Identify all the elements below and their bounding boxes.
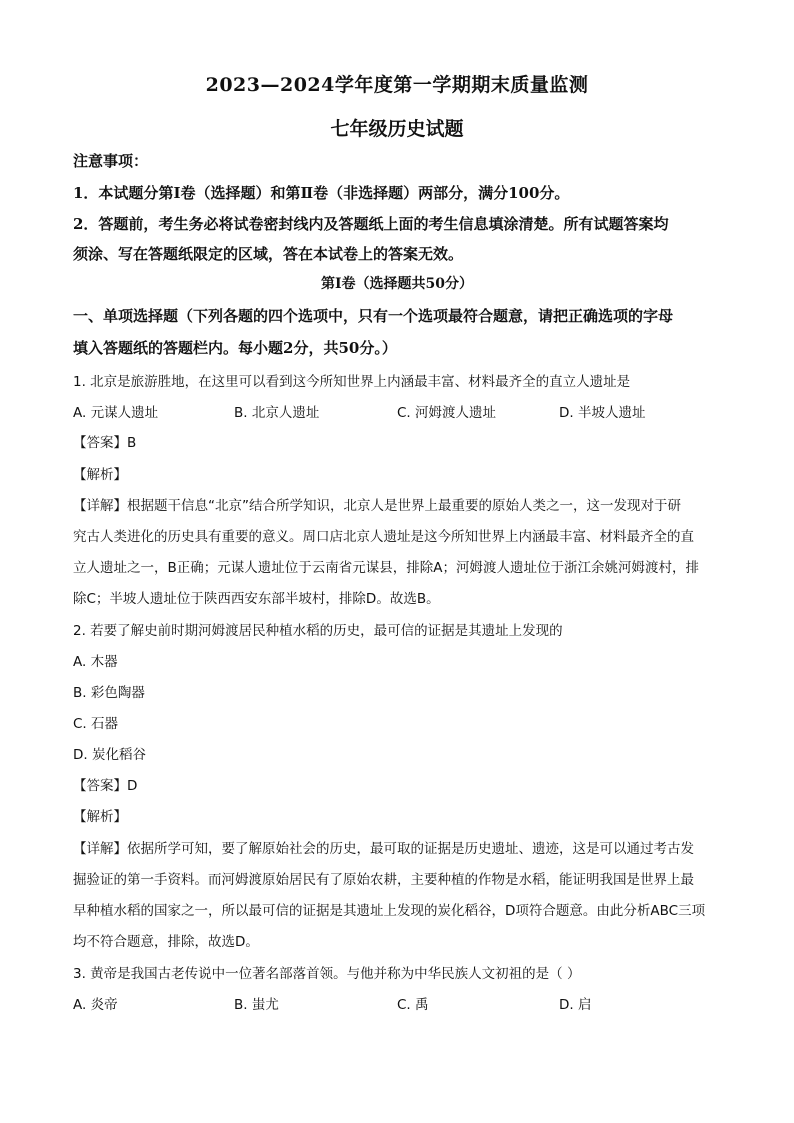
section-title: 第Ⅰ卷（选择题共50分） — [320, 276, 474, 292]
question-3-stem: 3. 黄帝是我国古老传说中一位著名部落首领。与他并称为中华民族人文初祖的是（ ） — [73, 966, 581, 982]
question-3-option-c: C. 禹 — [397, 997, 429, 1013]
notes-heading: 注意事项： — [73, 152, 149, 170]
notes-item-2-line-1: 2．答题前，考生务必将试卷密封线内及答题纸上面的考生信息填涂清楚。所有试题答案均 — [73, 215, 669, 233]
question-1-option-d: D. 半坡人遗址 — [559, 405, 646, 421]
question-2-option-c: C. 石器 — [73, 716, 119, 732]
notes-item-2-line-2: 须涂、写在答题纸限定的区域，答在本试卷上的答案无效。 — [73, 245, 464, 263]
question-1-option-c: C. 河姆渡人遗址 — [397, 405, 497, 421]
question-2-detail-line-2: 掘验证的第一手资料。而河姆渡原始居民有了原始农耕，主要种植的作物是水稻，能证明我国是世界上最 — [73, 872, 694, 888]
notes-item-1: 1．本试题分第Ⅰ卷（选择题）和第Ⅱ卷（非选择题）两部分，满分100分。 — [73, 184, 570, 202]
question-1-answer: 【答案】B — [73, 435, 137, 451]
question-3-option-b: B. 蚩尤 — [234, 997, 279, 1013]
question-1-option-b: B. 北京人遗址 — [234, 405, 320, 421]
question-2-answer: 【答案】D — [73, 778, 138, 794]
exam-title: 2023—2024学年度第一学期期末质量监测 — [205, 74, 589, 96]
question-3-option-d: D. 启 — [559, 997, 592, 1013]
question-2-detail-line-3: 早种植水稻的国家之一，所以最可信的证据是其遗址上发现的炭化稻谷，D项符合题意。由此分析ABC三项 — [73, 903, 706, 919]
question-2-analysis: 【解析】 — [73, 809, 127, 825]
question-1-detail-line-2: 究古人类进化的历史具有重要的意义。周口店北京人遗址是这今所知世界上内涵最丰富、材料最齐全的直 — [73, 529, 694, 545]
exam-subtitle: 七年级历史试题 — [330, 118, 464, 140]
question-2-option-a: A. 木器 — [73, 654, 118, 670]
question-1-detail-line-4: 除C；半坡人遗址位于陕西西安东部半坡村，排除D。故选B。 — [73, 591, 440, 607]
question-2-detail-line-4: 均不符合题意，排除，故选D。 — [73, 934, 259, 950]
question-1-detail-line-3: 立人遗址之一，B正确；元谋人遗址位于云南省元谋县，排除A；河姆渡人遗址位于浙江余姚河姆渡村，排 — [73, 560, 699, 576]
question-1-stem: 1. 北京是旅游胜地，在这里可以看到这今所知世界上内涵最丰富、材料最齐全的直立人遗址是 — [73, 374, 631, 390]
question-1-analysis: 【解析】 — [73, 467, 127, 483]
section-intro-line-1: 一、单项选择题（下列各题的四个选项中，只有一个选项最符合题意，请把正确选项的字母 — [73, 307, 674, 325]
question-1-detail-line-1: 【详解】根据题干信息“北京”结合所学知识，北京人是世界上最重要的原始人类之一，这一发现对于研 — [73, 498, 681, 514]
question-2-stem: 2. 若要了解史前时期河姆渡居民种植水稻的历史，最可信的证据是其遗址上发现的 — [73, 623, 563, 639]
question-3-option-a: A. 炎帝 — [73, 997, 118, 1013]
question-2-detail-line-1: 【详解】依据所学可知，要了解原始社会的历史，最可取的证据是历史遗址、遗迹，这是可以通过考古发 — [73, 841, 694, 857]
section-intro-line-2: 填入答题纸的答题栏内。每小题2分，共50分。） — [73, 339, 397, 357]
question-2-option-d: D. 炭化稻谷 — [73, 747, 146, 763]
question-1-option-a: A. 元谋人遗址 — [73, 405, 159, 421]
question-2-option-b: B. 彩色陶器 — [73, 685, 145, 701]
